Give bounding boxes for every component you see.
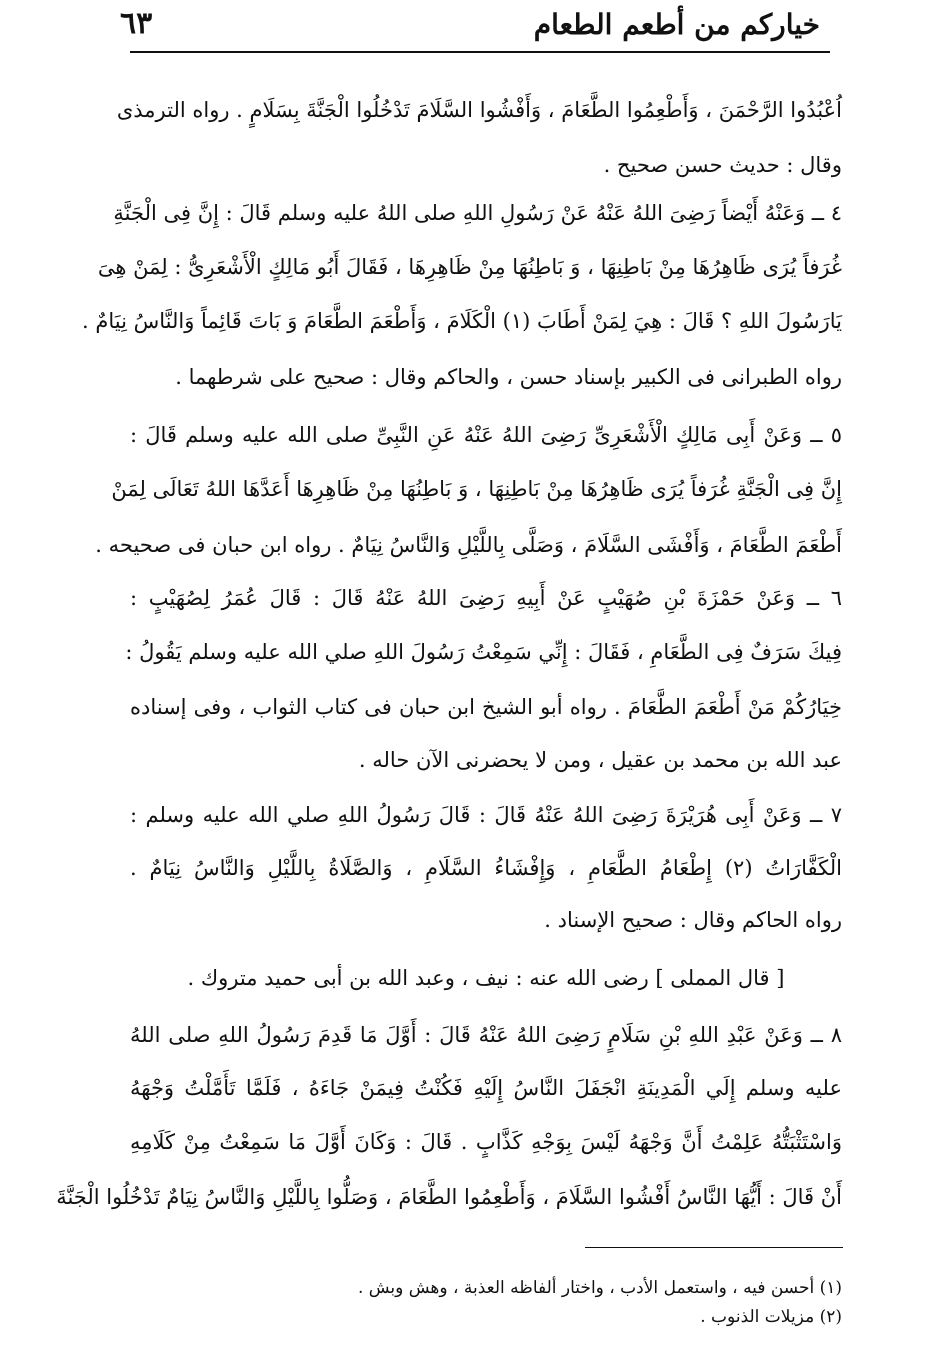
page-number: ٦٣ <box>120 6 153 41</box>
hadith-4-source: رواه الطبرانى فى الكبير بإسناد حسن ، والحاكم وقال : صحيح على شرطهما . <box>175 365 842 389</box>
text-line: اُعْبُدُوا الرَّحْمَنَ ، وَأَطْعِمُوا الطَّعَامَ ، وَأَفْشُوا السَّلَامَ تَدْخُلُوا الْجَنَّةَ بِسَلَامٍ . رواه الترمذى <box>116 98 842 122</box>
hadith-4-line: ٤ ــ وَعَنْهُ أَيْضاً رَضِىَ اللهُ عَنْهُ عَنْ رَسُولِ اللهِ صلى اللهُ عليه وسلم قَالَ : إِنَّ فِى الْجَنَّةِ <box>113 201 842 225</box>
hadith-8-line: ٨ ــ وَعَنْ عَبْدِ اللهِ بْنِ سَلَامٍ رَضِىَ اللهُ عَنْهُ قَالَ : أَوَّلَ مَا قَدِمَ رَسُولُ اللهِ صلى اللهُ <box>130 1023 843 1047</box>
hadith-5-line: إِنَّ فِى الْجَنَّةِ غُرَفاً يُرَى ظَاهِرُهَا مِنْ بَاطِنِهَا ، وَ بَاطِنُهَا مِنْ ظَاهِرِهَا أَعَدَّهَا اللهُ تَعَالَى لِمَنْ <box>111 477 842 501</box>
hadith-6-line: ٦ ــ وَعَنْ حَمْزَةَ بْنِ صُهَيْبٍ عَنْ أَبِيهِ رَضِىَ اللهُ عَنْهُ قَالَ : قَالَ عُمَرُ لِصُهَيْبٍ : <box>130 586 842 610</box>
hadith-8-line: أَنْ قَالَ : أَيُّهَا النَّاسُ أَفْشُوا السَّلَامَ ، وَأَطْعِمُوا الطَّعَامَ ، وَصَلُّوا بِاللَّيْلِ وَالنَّاسُ نِيَامٌ تَدْخُلُوا الْجَنَّةَ <box>56 1185 842 1209</box>
footnote-2: (٢) مزيلات الذنوب . <box>700 1307 842 1327</box>
hadith-7-source: رواه الحاكم وقال : صحيح الإسناد . <box>544 908 842 932</box>
editor-note: [ قال المملى ] رضى الله عنه : نيف ، وعبد الله بن أبى حميد متروك . <box>187 966 785 990</box>
hadith-6-line: خِيَارُكُمْ مَنْ أَطْعَمَ الطَّعَامَ . رواه أبو الشيخ ابن حبان فى كتاب الثواب ، وفى إسناده <box>130 695 842 719</box>
hadith-4-line: يَارَسُولَ اللهِ ؟ قَالَ : هِيَ لِمَنْ أَطَابَ (١) الْكَلَامَ ، وَأَطْعَمَ الطَّعَامَ وَ بَاتَ قَائِماً وَالنَّاسُ نِيَامٌ . <box>81 309 842 333</box>
hadith-6-line: عبد الله بن محمد بن عقيل ، ومن لا يحضرنى الآن حاله . <box>358 748 842 772</box>
hadith-7-line: الْكَفَّارَاتُ (٢) إِطْعَامُ الطَّعَامِ ، وَإِفْشَاءُ السَّلَامِ ، وَالصَّلَاةُ بِاللَّيْلِ وَالنَّاسُ نِيَامٌ . <box>130 856 842 880</box>
hadith-4-line: غُرَفاً يُرَى ظَاهِرُهَا مِنْ بَاطِنِهَا ، وَ بَاطِنُهَا مِنْ ظَاهِرِهَا ، فَقَالَ أَبُو مَالِكٍ الْأَشْعَرِىُّ : لِمَنْ هِىَ <box>97 255 842 279</box>
running-title: خياركم من أطعم الطعام <box>533 8 820 41</box>
hadith-8-line: وَاسْتَثْبَتُّهُ عَلِمْتُ أَنَّ وَجْهَهُ لَيْسَ بِوَجْهِ كَذَّابٍ . قَالَ : وَكَانَ أَوَّلَ مَا سَمِعْتُ مِنْ كَلَامِهِ <box>130 1130 842 1154</box>
footnote-rule <box>585 1247 843 1248</box>
hadith-5-line: أَطْعَمَ الطَّعَامَ ، وَأَفْشَى السَّلَامَ ، وَصَلَّى بِاللَّيْلِ وَالنَّاسُ نِيَامٌ . رواه ابن حبان فى صحيحه . <box>95 533 842 557</box>
hadith-8-line: عليه وسلم إِلَي الْمَدِينَةِ انْجَفَلَ النَّاسُ إِلَيْهِ فَكُنْتُ فِيمَنْ جَاءَهُ ، فَلَمَّا تَأَمَّلْتُ وَجْهَهُ <box>130 1076 842 1100</box>
hadith-5-line: ٥ ــ وَعَنْ أَبِى مَالِكٍ الْأَشْعَرِىِّ رَضِىَ اللهُ عَنْهُ عَنِ النَّبِىِّ صلى الله عليه وسلم قَالَ : <box>130 423 842 447</box>
hadith-6-line: فِيكَ سَرَفٌ فِى الطَّعَامِ ، فَقَالَ : إِنِّي سَمِعْتُ رَسُولَ اللهِ صلي الله عليه وسلم يَقُولُ : <box>125 640 842 664</box>
hadith-7-line: ٧ ــ وَعَنْ أَبِى هُرَيْرَةَ رَضِىَ اللهُ عَنْهُ قَالَ : قَالَ رَسُولُ اللهِ صلي الله عليه وسلم : <box>130 803 842 827</box>
header-rule <box>130 51 830 53</box>
text-line: وقال : حديث حسن صحيح . <box>603 153 842 177</box>
footnote-1: (١) أحسن فيه ، واستعمل الأدب ، واختار ألفاظه العذبة ، وهش وبش . <box>357 1278 842 1298</box>
